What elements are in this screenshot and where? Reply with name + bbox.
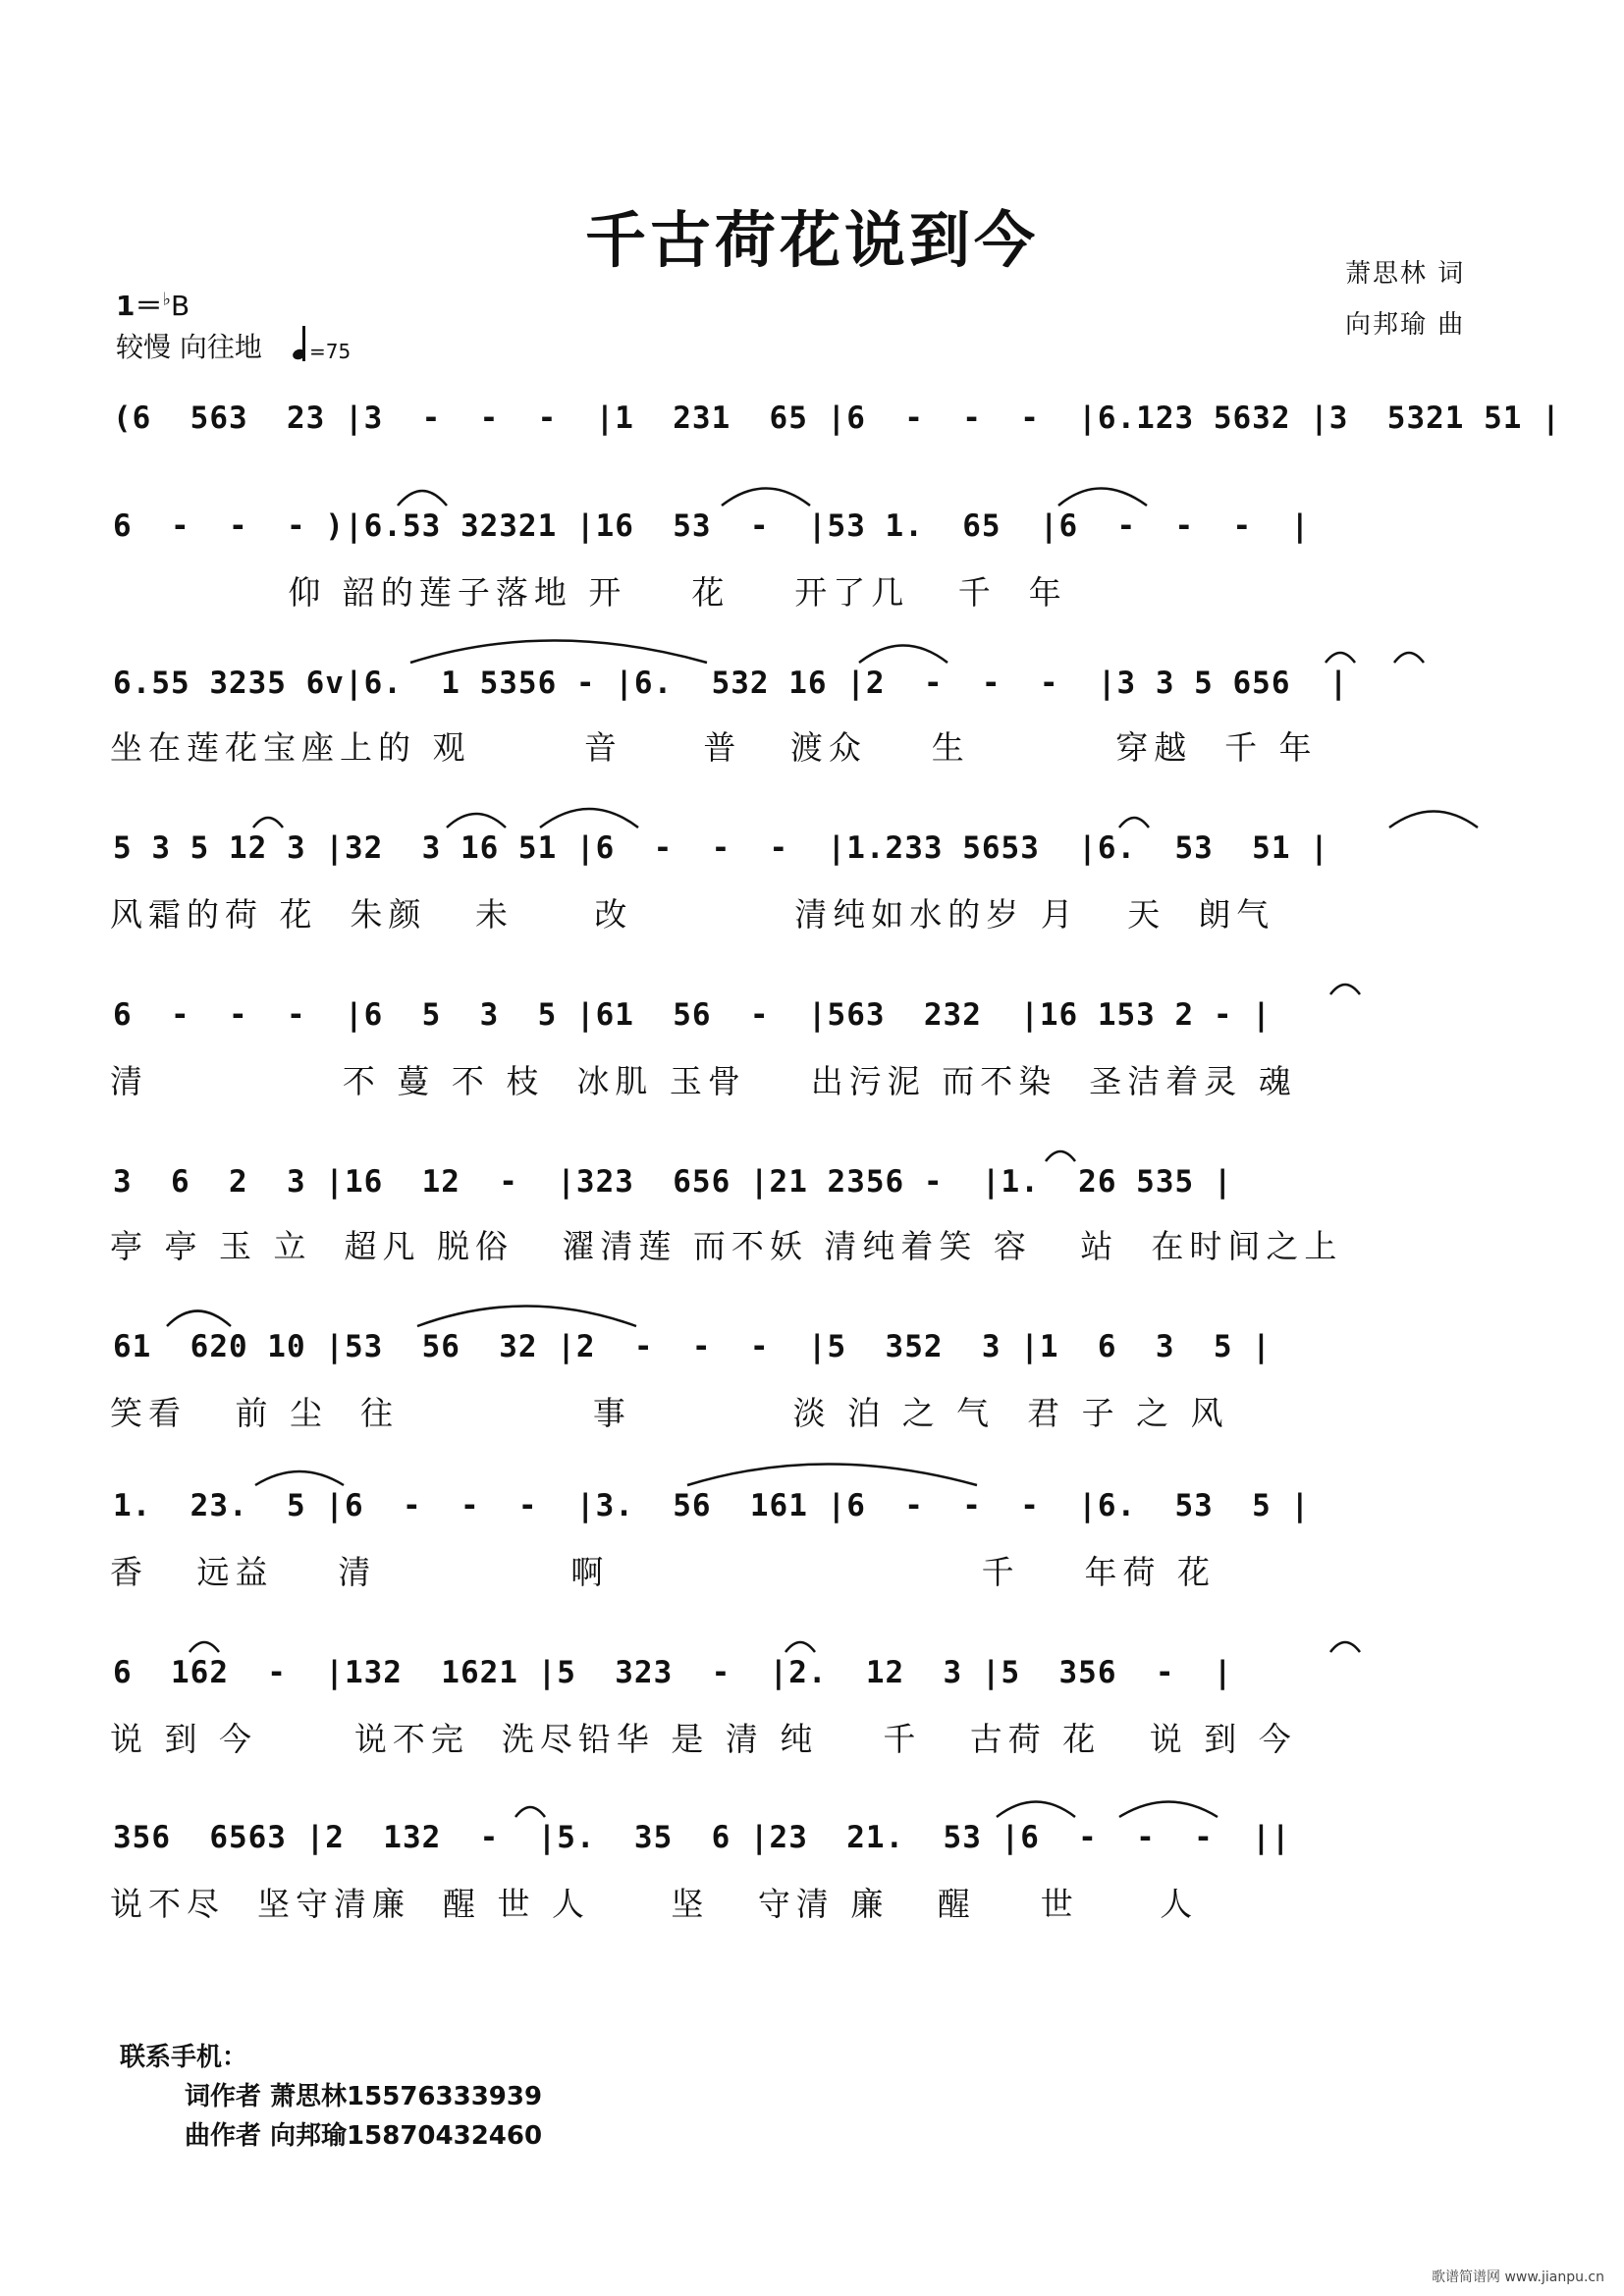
tempo-value: =75 — [309, 340, 352, 363]
notation-row: 6 - - - |6 5 3 5 |61 56 - |563 232 |16 153 2 - | — [113, 997, 1272, 1033]
notation-row: 356 6563 |2 132 - |5. 35 6 |23 21. 53 |6 - - - || — [113, 1820, 1291, 1855]
notation-row: (6 563 23 |3 - - - |1 231 65 |6 - - - |6.123 5632 |3 5321 51 | — [113, 400, 1561, 436]
composer-contact: 曲作者 向邦瑜15870432460 — [185, 2121, 543, 2151]
key-prefix: 1＝ — [116, 290, 163, 322]
lyrics-row: 香 远益 清 啊 千 年荷 花 — [110, 1553, 1217, 1591]
lyrics-row: 说不尽 坚守清廉 醒 世 人 坚 守清 廉 醒 世 人 — [110, 1885, 1199, 1923]
lyrics-row: 风霜的荷 花 朱颜 未 改 清纯如水的岁 月 天 朗气 — [110, 895, 1275, 934]
contact-heading: 联系手机： — [120, 2043, 248, 2072]
notation-row: 1. 23. 5 |6 - - - |3. 56 161 |6 - - - |6. 53 5 | — [113, 1488, 1311, 1523]
notation-row: 5 3 5 12 3 |32 3 16 51 |6 - - - |1.233 5653 |6. 53 51 | — [113, 830, 1329, 866]
watermark: 歌谱简谱网 www.jianpu.cn — [1432, 2269, 1604, 2285]
lyrics-row: 仰 韶的莲子落地 开 花 开了几 千 年 — [110, 573, 1067, 612]
composer-credit: 向邦瑜 曲 — [1345, 310, 1466, 340]
notation-row: 6 162 - |132 1621 |5 323 - |2. 12 3 |5 356 - | — [113, 1655, 1233, 1690]
lyrics-row: 说 到 今 说不完 洗尽铅华 是 清 纯 千 古荷 花 说 到 今 — [110, 1720, 1297, 1758]
lyricist-contact: 词作者 萧思林15576333939 — [185, 2082, 543, 2111]
notation-row: 61 620 10 |53 56 32 |2 - - - |5 352 3 |1 6 3 5 | — [113, 1329, 1272, 1364]
notation-row: 3 6 2 3 |16 12 - |323 656 |21 2356 - |1. 26 535 | — [113, 1164, 1233, 1200]
lyrics-row: 亭 亭 玉 立 超凡 脱俗 濯清莲 而不妖 清纯着笑 容 站 在时间之上 — [110, 1227, 1343, 1265]
lyrics-row: 坐在莲花宝座上的 观 音 普 渡众 生 穿越 千 年 — [110, 728, 1318, 767]
key-note: B — [170, 290, 190, 322]
notation-row: 6 - - - )|6.53 32321 |16 53 - |53 1. 65 |6 - - - | — [113, 508, 1311, 544]
lyrics-row: 笑看 前 尘 往 事 淡 泊 之 气 君 子 之 风 — [110, 1394, 1229, 1432]
flat-sign: ♭ — [162, 289, 171, 310]
page-title: 千古荷花说到今 — [584, 204, 1039, 276]
lyrics-row: 清 不 蔓 不 枝 冰肌 玉骨 出污泥 而不染 圣洁着灵 魂 — [110, 1062, 1297, 1100]
tempo-marking: 较慢 向往地 — [116, 331, 262, 363]
notation-row: 6.55 3235 6v|6. 1 5356 - |6. 532 16 |2 - - - |3 3 5 656 | — [113, 666, 1349, 701]
lyricist-credit: 萧思林 词 — [1345, 259, 1466, 289]
